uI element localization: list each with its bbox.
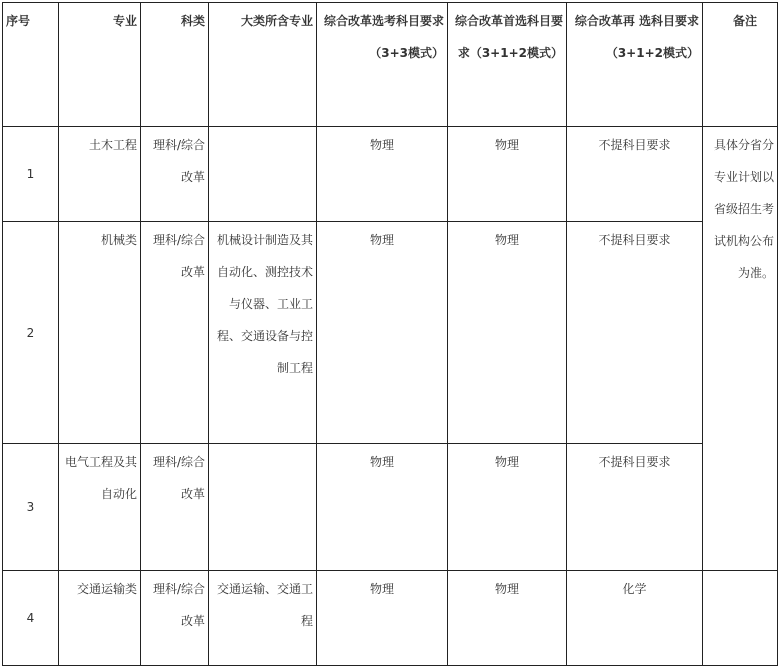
cell-mode312-second: 不提科目要求 — [567, 127, 703, 222]
cell-mode312-first: 物理 — [448, 222, 567, 444]
major-requirements-table — [2, 2, 778, 666]
header-major: 专业 — [59, 3, 141, 127]
cell-mode312-first: 物理 — [448, 444, 567, 571]
header-included: 大类所含专业 — [209, 3, 317, 127]
cell-mode312-second: 不提科目要求 — [567, 222, 703, 444]
cell-seq: 1 — [3, 127, 59, 222]
cell-mode33: 物理 — [317, 571, 448, 666]
cell-mode33: 物理 — [317, 222, 448, 444]
cell-major: 电气工程及其自动化 — [59, 444, 141, 571]
cell-mode312-second: 不提科目要求 — [567, 444, 703, 571]
cell-seq: 4 — [3, 571, 59, 666]
table-row — [3, 127, 778, 222]
table-row — [3, 444, 778, 571]
table-row — [3, 571, 778, 666]
cell-major: 机械类 — [59, 222, 141, 444]
cell-mode33: 物理 — [317, 444, 448, 571]
cell-mode312-first: 物理 — [448, 127, 567, 222]
cell-included: 交通运输、交通工程 — [209, 571, 317, 666]
header-category: 科类 — [141, 3, 209, 127]
cell-category: 理科/综合改革 — [141, 127, 209, 222]
header-mode312-second: 综合改革再 选科目要求（3+1+2模式） — [567, 3, 703, 127]
header-note: 备注 — [703, 3, 778, 127]
cell-category: 理科/综合改革 — [141, 444, 209, 571]
cell-included — [209, 444, 317, 571]
cell-included: 机械设计制造及其自动化、测控技术与仪器、工业工程、交通设备与控制工程 — [209, 222, 317, 444]
header-mode33: 综合改革选考科目要求（3+3模式） — [317, 3, 448, 127]
cell-major: 土木工程 — [59, 127, 141, 222]
cell-seq: 3 — [3, 444, 59, 571]
cell-major: 交通运输类 — [59, 571, 141, 666]
table-row — [3, 222, 778, 444]
cell-included — [209, 127, 317, 222]
cell-category: 理科/综合改革 — [141, 222, 209, 444]
cell-mode312-second: 化学 — [567, 571, 703, 666]
header-row — [3, 3, 778, 127]
cell-note-empty — [703, 571, 778, 666]
header-seq: 序号 — [3, 3, 59, 127]
cell-seq: 2 — [3, 222, 59, 444]
cell-category: 理科/综合改革 — [141, 571, 209, 666]
cell-mode33: 物理 — [317, 127, 448, 222]
cell-mode312-first: 物理 — [448, 571, 567, 666]
header-mode312-first: 综合改革首选科目要求（3+1+2模式） — [448, 3, 567, 127]
cell-note: 具体分省分专业计划以省级招生考试机构公布为准。 — [703, 127, 778, 571]
